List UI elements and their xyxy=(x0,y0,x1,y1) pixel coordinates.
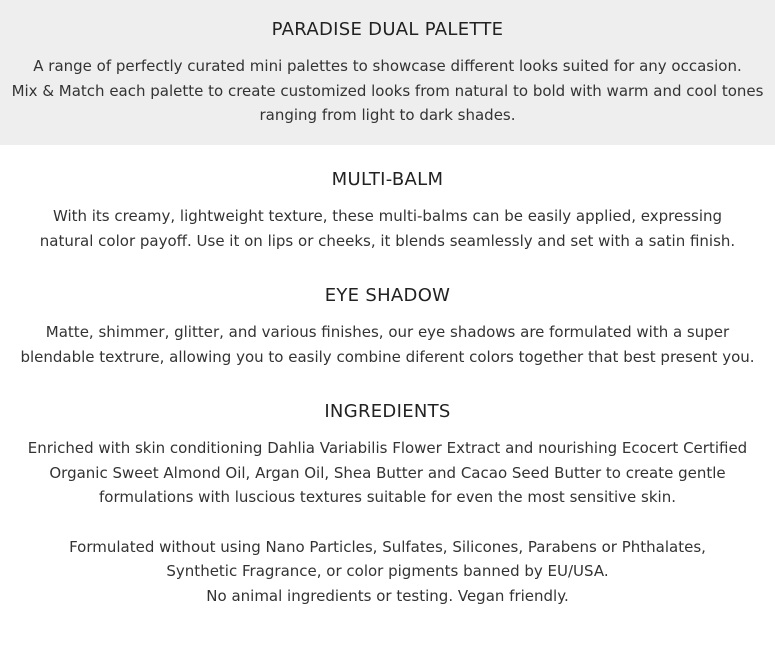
ingredients-description xyxy=(0,436,775,510)
ingredients-line-3: formulations with luscious textures suitable for even the most sensitive skin. xyxy=(99,488,676,506)
paradise-line-1: A range of perfectly curated mini palettes to showcase different looks suited for any occasion. xyxy=(33,57,742,75)
eye-shadow-line-2: blendable textrure, allowing you to easily combine diferent colors together that best present you. xyxy=(20,347,755,366)
ingredients-section xyxy=(0,400,775,608)
paradise-dual-palette-section xyxy=(0,0,775,145)
ingredients-line-1: Enriched with skin conditioning Dahlia Variabilis Flower Extract and nourishing Ecocert Certified xyxy=(27,439,748,457)
multi-balm-section xyxy=(0,168,775,253)
formulated-line-3: No animal ingredients or testing. Vegan friendly. xyxy=(206,586,569,605)
ingredients-line-2: Organic Sweet Almond Oil, Argan Oil, Shea Butter and Cacao Seed Butter to create gentle xyxy=(49,463,726,482)
eye-shadow-line-1: Matte, shimmer, glitter, and various finishes, our eye shadows are formulated with a super xyxy=(45,323,730,341)
eye-shadow-description xyxy=(0,320,775,369)
multi-balm-line-1: With its creamy, lightweight texture, these multi-balms can be easily applied, expressing xyxy=(52,207,723,225)
ingredients-title: INGREDIENTS xyxy=(324,401,451,422)
eye-shadow-section xyxy=(0,284,775,369)
formulated-without-note xyxy=(0,535,775,609)
paradise-line-3: ranging from light to dark shades. xyxy=(259,106,516,124)
paradise-description xyxy=(0,54,775,128)
paradise-title: PARADISE DUAL PALETTE xyxy=(271,19,504,40)
multi-balm-description xyxy=(0,204,775,253)
multi-balm-line-2: natural color payoff. Use it on lips or cheeks, it blends seamlessly and set with a satin finish. xyxy=(39,231,736,250)
multi-balm-title: MULTI-BALM xyxy=(331,169,444,190)
paradise-line-2: Mix & Match each palette to create customized looks from natural to bold with warm and cool tones xyxy=(11,81,764,100)
formulated-line-1: Formulated without using Nano Particles, Sulfates, Silicones, Parabens or Phthalates, xyxy=(69,537,706,556)
eye-shadow-title: EYE SHADOW xyxy=(324,285,451,306)
formulated-line-2: Synthetic Fragrance, or color pigments banned by EU/USA. xyxy=(166,562,609,580)
